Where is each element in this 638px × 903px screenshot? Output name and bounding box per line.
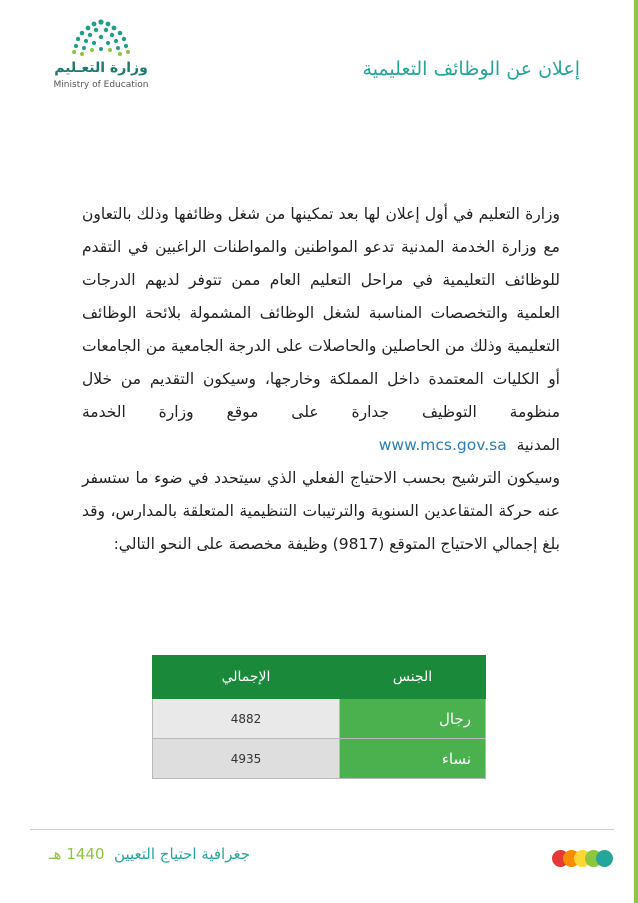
- dot-teal-icon: [596, 850, 613, 867]
- body-paragraph-1: [82, 198, 560, 462]
- row-total: 4935: [153, 739, 340, 779]
- footer-divider: [30, 829, 614, 830]
- footer-title-text: جغرافية احتياج التعيين: [114, 845, 250, 863]
- paragraph-1-text: وزارة التعليم في أول إعلان لها بعد تمكينها من شغل وظائفها وذلك بالتعاون مع وزارة الخدمة المدنية تدعو المواطنين والمواطنات الراغبين في التقدم للوظائف التعليمية في مراحل التعليم العام ممن تتوفر لديهم الدرجات العلمية والتخصصات المناسبة لشغل الوظائف المشمولة بلائحة الوظائف التعليمية وذلك من الحاصلين والحاصلات على الدرجة الجامعية من الجامعات أو الكليات المعتمدة داخل المملكة وخارجها، وسيكون التقديم من خلال منظومة التوظيف جدارة على موقع وزارة الخدمة المدنية: [82, 205, 560, 454]
- table-row: [153, 739, 486, 779]
- row-total: 4882: [153, 699, 340, 739]
- logo-english-text: Ministry of Education: [53, 80, 149, 90]
- logo-arabic-text: وزارة التعـليم: [54, 60, 148, 76]
- body-paragraph-2: وسيكون الترشيح بحسب الاحتياج الفعلي الذي سيتحدد في ضوء ما ستسفر عنه حركة المتقاعدين السنوية والترتيبات التنظيمية المتعلقة بالمدارس، وقد بلغ إجمالي الاحتياج المتوقع (9817) وظيفة مخصصة على النحو التالي:: [82, 469, 560, 553]
- logo-dots-icon: [46, 18, 156, 60]
- footer-year: 1440 هـ: [49, 845, 105, 863]
- page-title: إعلان عن الوظائف التعليمية: [362, 58, 580, 80]
- website-link[interactable]: www.mcs.gov.sa: [378, 436, 507, 454]
- announcement-body: [82, 198, 560, 561]
- ministry-logo: [46, 18, 156, 98]
- header-total: الإجمالي: [153, 656, 340, 699]
- footer-title: [49, 845, 250, 863]
- table-row: [153, 699, 486, 739]
- needs-table: [152, 655, 486, 779]
- header-gender: الجنس: [340, 656, 486, 699]
- table-header-row: [153, 656, 486, 699]
- color-dots-decoration: [552, 850, 614, 867]
- row-category: رجال: [340, 699, 486, 739]
- row-category: نساء: [340, 739, 486, 779]
